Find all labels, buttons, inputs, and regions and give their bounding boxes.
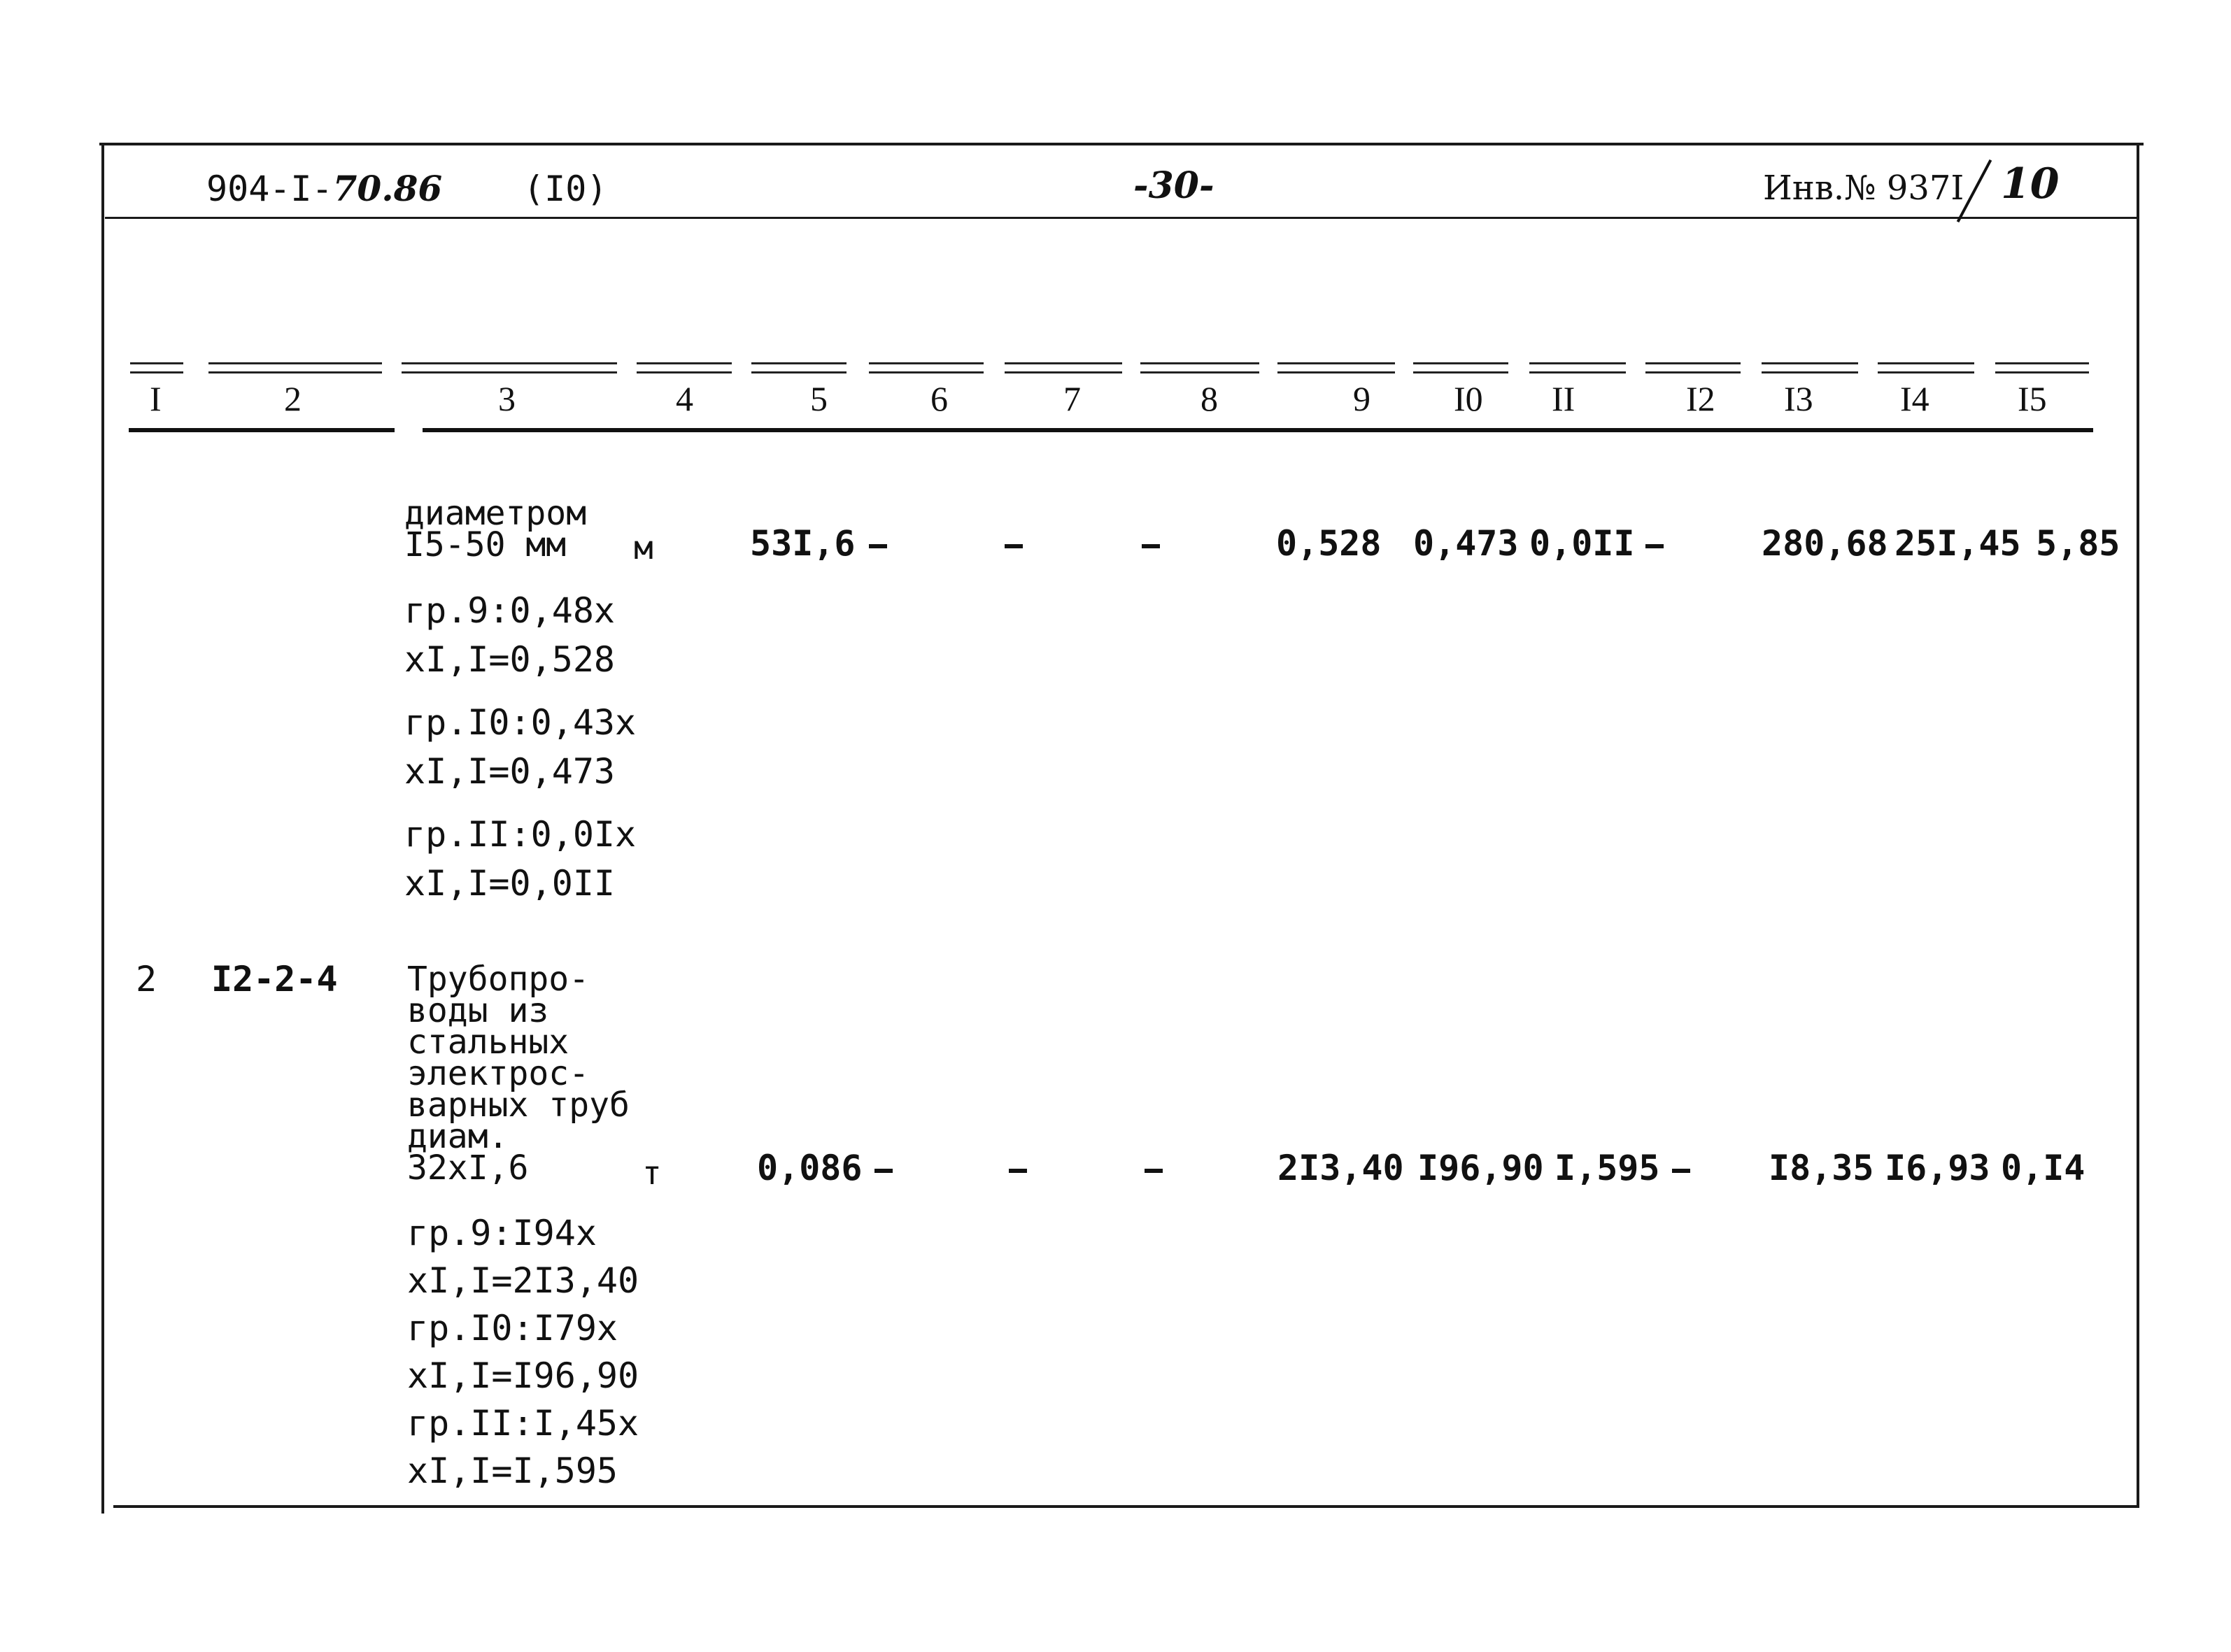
row2-col6-dash [874,1169,893,1173]
row2-col11: I,595 [1554,1148,1660,1188]
header-underline-2 [423,428,2093,432]
col-rule-2 [208,362,382,373]
row1-col13: 280,68 [1762,523,1888,564]
row2-col12-dash [1672,1169,1690,1173]
page-number: -30- [1133,164,1214,207]
frame-left-border [101,143,104,1514]
col-rule-3 [402,362,617,373]
col-rule-14 [1878,362,1974,373]
col-header-3: 3 [498,379,516,418]
inventory-number [1763,159,2060,208]
inventory-handwritten: 10 [2001,159,2060,208]
col-header-13: I3 [1784,379,1813,418]
document-code-handwritten: 70.86 [332,168,443,209]
row1-note: хI,I=0,0II [404,863,616,904]
row2-col10: I96,90 [1417,1148,1544,1188]
col-rule-8 [1140,362,1259,373]
col-header-10: I0 [1454,379,1483,418]
row2-note: хI,I=I,595 [407,1451,618,1491]
row2-desc-line: воды из [407,991,549,1030]
row1-col15: 5,85 [2036,523,2120,564]
row1-desc-line: I5-50 мм [404,525,567,564]
row1-col12-dash [1645,544,1664,548]
row2-description [407,960,630,1188]
col-rule-1 [130,362,183,373]
col-rule-15 [1995,362,2089,373]
row2-col9: 2I3,40 [1277,1148,1404,1188]
col-header-6: 6 [930,379,948,418]
col-rule-10 [1413,362,1508,373]
row2-quantity: 0,086 [757,1148,863,1188]
row2-number: 2 [136,959,157,999]
col-rule-6 [869,362,984,373]
sheet-number: (I0) [523,169,608,209]
row2-desc-line: Трубопро- [407,960,590,999]
frame-right-border [2137,143,2139,1508]
row2-desc-line: варных труб [407,1085,630,1125]
frame-bottom-border [113,1505,2139,1508]
col-rule-12 [1645,362,1741,373]
col-header-9: 9 [1353,379,1371,418]
row1-col6-dash [869,544,887,548]
row1-note: гр.I0:0,43х [404,702,637,743]
row2-note: хI,I=2I3,40 [407,1260,639,1301]
header-underline-1 [129,428,395,432]
row2-desc-line: 32хI,6 [407,1148,529,1188]
row1-note: хI,I=0,473 [404,751,616,792]
row1-col9: 0,528 [1276,523,1382,564]
row2-desc-line: стальных [407,1023,569,1062]
col-header-4: 4 [676,379,693,418]
row1-quantity: 53I,6 [750,523,856,564]
row1-note: гр.II:0,0Iх [404,814,637,855]
row1-col11: 0,0II [1529,523,1635,564]
col-rule-11 [1529,362,1626,373]
row2-col7-dash [1009,1169,1027,1173]
col-header-12: I2 [1686,379,1715,418]
row1-desc-line: диаметром [404,494,587,533]
col-rule-7 [1005,362,1122,373]
row2-note: гр.II:I,45х [407,1403,639,1444]
row2-note: гр.9:I94х [407,1213,597,1253]
row1-unit: м [634,529,653,567]
col-header-11: II [1552,379,1575,418]
row2-code: I2-2-4 [211,959,338,999]
row1-description [404,494,587,564]
col-header-1: I [150,379,162,418]
row2-col14: I6,93 [1885,1148,1990,1188]
col-header-7: 7 [1063,379,1081,418]
col-header-15: I5 [2018,379,2047,418]
col-rule-9 [1277,362,1395,373]
row1-col8-dash [1142,544,1160,548]
col-header-5: 5 [810,379,828,418]
row1-note: гр.9:0,48х [404,590,616,631]
row2-col15: 0,I4 [2001,1148,2085,1188]
document-code [206,168,443,209]
col-rule-4 [637,362,732,373]
col-header-8: 8 [1201,379,1218,418]
row2-desc-line: диам. [407,1117,509,1156]
row1-col14: 25I,45 [1894,523,2021,564]
frame-header-divider [105,217,2138,219]
col-header-2: 2 [284,379,302,418]
frame-top-border [99,143,2144,145]
row2-col8-dash [1145,1169,1163,1173]
document-code-typed: 904-I- [206,169,333,209]
row1-col10: 0,473 [1413,523,1519,564]
row2-unit: т [642,1154,662,1192]
col-rule-5 [751,362,847,373]
col-rule-13 [1762,362,1858,373]
row2-col13: I8,35 [1769,1148,1874,1188]
inventory-label: Инв.№ 937I [1763,169,1964,208]
col-header-14: I4 [1900,379,1929,418]
row1-col7-dash [1005,544,1023,548]
row1-note: хI,I=0,528 [404,639,616,680]
row2-note: хI,I=I96,90 [407,1355,639,1396]
row2-note: гр.I0:I79х [407,1308,618,1348]
row2-desc-line: электрос- [407,1054,590,1093]
